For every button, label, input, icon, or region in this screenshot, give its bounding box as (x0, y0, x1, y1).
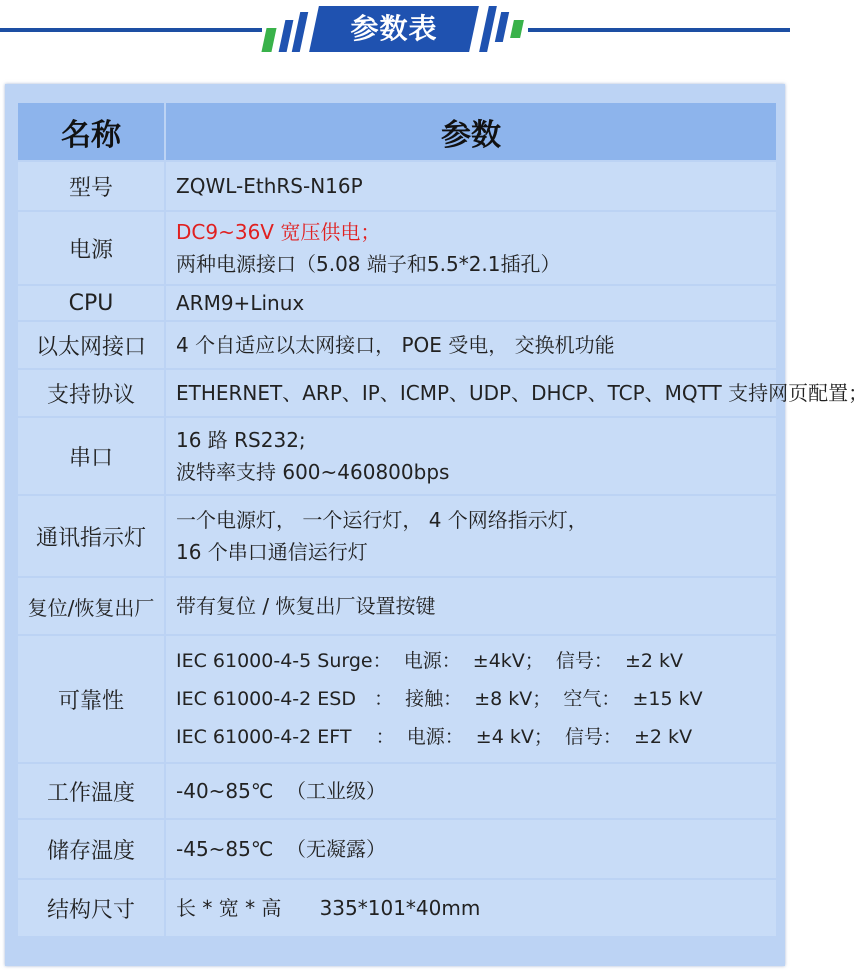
value-line-highlight: DC9~36V 宽压供电； (176, 220, 381, 244)
table-row (18, 370, 776, 416)
table-row (18, 578, 776, 634)
table-row (18, 322, 776, 368)
table-row (18, 820, 776, 878)
page-title: 参数表 (350, 12, 438, 45)
row-label: 结构尺寸 (18, 880, 164, 936)
row-label: 可靠性 (18, 636, 164, 762)
row-value (166, 370, 868, 416)
value-line: 两种电源接口（5.08 端子和5.5*2.1插孔） (176, 252, 561, 276)
value-line: ZQWL-EthRS-N16P (176, 174, 363, 198)
row-label: 储存温度 (18, 820, 164, 878)
banner-stripe (292, 12, 309, 52)
value-line: -40~85℃ （工业级） (176, 779, 387, 803)
table-row (18, 162, 776, 210)
value-line: 一个电源灯， 一个运行灯， 4 个网络指示灯， (176, 508, 588, 532)
row-label: 型号 (18, 162, 164, 210)
row-value (166, 322, 776, 368)
value-line: IEC 61000-4-5 Surge： 电源： ±4kV； 信号： ±2 kV (176, 650, 683, 672)
table-header-row (18, 103, 776, 160)
row-value (166, 820, 776, 878)
value-line: -45~85℃ （无凝露） (176, 837, 387, 861)
banner-stripe (479, 6, 497, 52)
table-row (18, 880, 776, 936)
banner-stripe (261, 28, 276, 52)
row-label: 复位/恢复出厂 (18, 578, 164, 634)
row-label: 支持协议 (18, 370, 164, 416)
row-label: 工作温度 (18, 764, 164, 818)
row-value (166, 636, 776, 762)
row-label: 通讯指示灯 (18, 496, 164, 576)
table-row (18, 496, 776, 576)
row-value (166, 286, 776, 320)
banner-stripe (279, 20, 294, 52)
table-row (18, 764, 776, 818)
row-label: 电源 (18, 212, 164, 284)
table-row (18, 286, 776, 320)
value-line: 16 路 RS232; (176, 428, 306, 452)
row-label: 串口 (18, 418, 164, 494)
banner-stripe (495, 12, 509, 42)
value-line: ARM9+Linux (176, 291, 305, 315)
row-label: 以太网接口 (18, 322, 164, 368)
value-line: 波特率支持 600~460800bps (176, 460, 450, 484)
table-row (18, 636, 776, 762)
column-header-name: 名称 (18, 103, 164, 160)
title-banner (0, 0, 790, 62)
row-value (166, 418, 776, 494)
value-line: 带有复位 / 恢复出厂设置按键 (176, 594, 436, 618)
row-value (166, 496, 776, 576)
value-line: 4 个自适应以太网接口， POE 受电， 交换机功能 (176, 333, 615, 357)
value-line: 长 * 宽 * 高 335*101*40mm (176, 896, 481, 920)
row-value (166, 880, 776, 936)
row-value (166, 764, 776, 818)
row-label: CPU (18, 286, 164, 320)
table-row (18, 212, 776, 284)
value-line: IEC 61000-4-2 EFT ： 电源： ±4 kV； 信号： ±2 kV (176, 726, 693, 748)
banner-stripe (510, 20, 524, 38)
row-value (166, 212, 776, 284)
banner-line-right (528, 28, 790, 32)
row-value (166, 578, 776, 634)
table-row (18, 418, 776, 494)
value-line: 16 个串口通信运行灯 (176, 540, 368, 564)
parameter-table (16, 101, 868, 938)
column-header-value: 参数 (166, 103, 776, 160)
value-line: ETHERNET、ARP、IP、ICMP、UDP、DHCP、TCP、MQTT 支持网页配置； (176, 381, 868, 405)
value-line: IEC 61000-4-2 ESD ： 接触： ±8 kV； 空气： ±15 kV (176, 688, 703, 710)
row-value (166, 162, 776, 210)
banner-line-left (0, 28, 262, 32)
